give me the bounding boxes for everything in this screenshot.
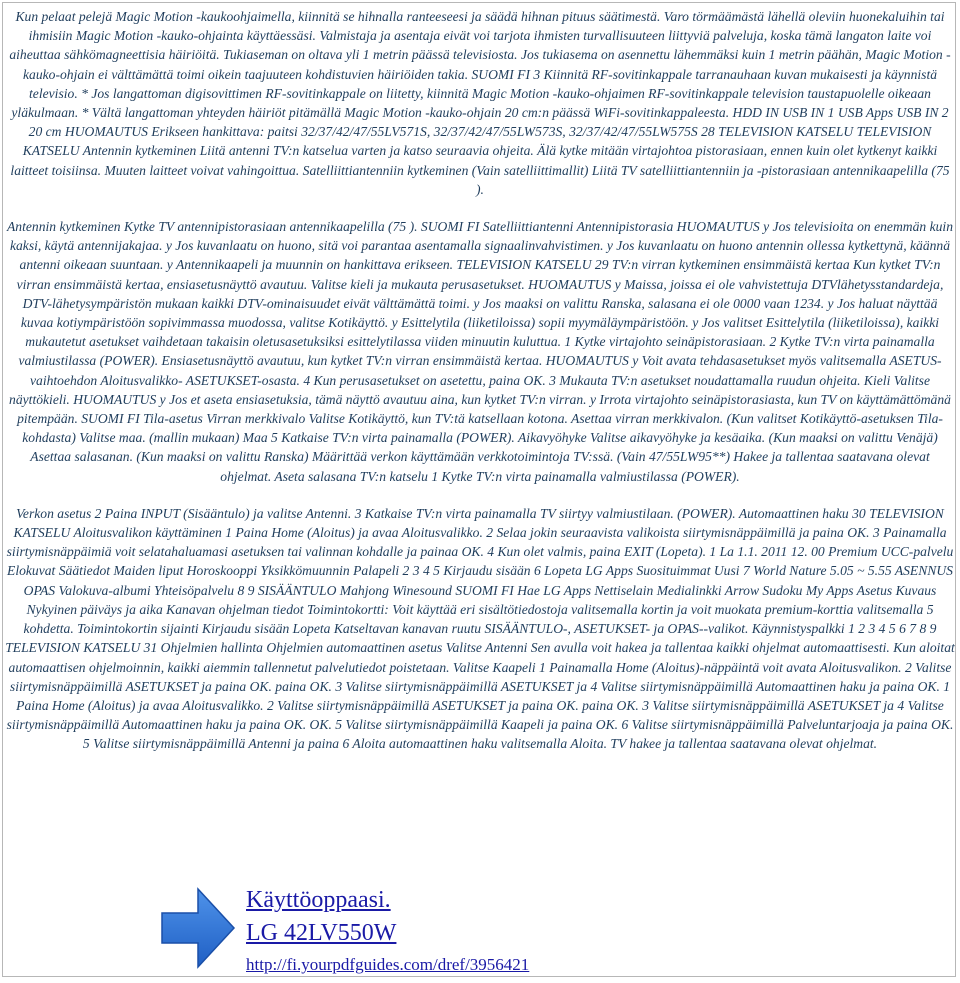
paragraph-1: Kun pelaat pelejä Magic Motion -kaukoohjaimella, kiinnitä se hihnalla ranteeseesi ja säädä hihnan pituus säätimestä. Varo törmäämästä lähellä oleviin huonekaluihin tai ihmisiin Magic Motion -kauko-ohjainta käyttäessäsi. Valmistaja ja asentaja eivät voi tarjota ihmisten turvallisuuteen liittyviä palveluja, koska tämä langaton laite voi aiheuttaa sähkömagneettisia häiriöitä. Tukiaseman on oltava yli 1 metrin päässä televisiosta. Jos tukiasema on asennettu lähemmäksi kuin 1 metrin päähän, Magic Motion -kauko-ohjain ei välttämättä toimi oikein taajuuteen kohdistuvien häiriöiden takia. SUOMI FI 3 Kiinnitä RF-sovitinkappale tarranauhaan kuvan mukaisesti ja käynnistä televisio. * Jos langattoman digisovittimen RF-sovitinkappale on liitetty, kiinnitä Magic Motion -kauko-ohjaimen RF-sovitinkappale television taustapuolelle oikeaan yläkulmaan. * Vältä langattoman yhteyden häiriöt pitämällä Magic Motion -kauko-ohjain 20 cm:n päässä WiFi-sovitinkappaleesta. HDD IN USB IN 1 USB Apps USB IN 2 20 cm HUOMAUTUS Erikseen hankittava: paitsi 32/37/42/47/55LV571S, 32/37/42/47/55LW573S, 32/37/42/47/55LW575S 28 TELEVISION KATSELU TELEVISION KATSELU Antennin kytkeminen Liitä antenni TV:n katselua varten ja katso seuraavia ohjeita. Älä kytke mitään virtajohtoa pistorasiaan, ennen kuin olet kytkenyt kaikki laitteet toisiinsa. Muuten laitteet voivat vahingoittua. Satelliittiantenniin kytkeminen (Vain satelliittimallit) Liitä TV satelliittiantenniin ja -pistorasiaan antennikaapelilla (75 ). <box>9 9 951 197</box>
paragraph-gap <box>3 199 956 217</box>
manual-title-link[interactable]: Käyttöoppaasi. <box>246 887 391 913</box>
paragraph-2: Antennin kytkeminen Kytke TV antennipistorasiaan antennikaapelilla (75 ). SUOMI FI Satelliittiantenni Antennipistorasia HUOMAUTUS y Jos televisioita on enemmän kuin kaksi, käytä antennijakajaa. y Jos kuvanlaatu on huono, sitä voi parantaa asentamalla signaalinvahvistimen. y Jos kuvanlaatu on huono antennin ollessa kytkettynä, käännä antenni oikeaan suuntaan. y Antennikaapeli ja muunnin on hankittava erikseen. TELEVISION KATSELU 29 TV:n virran kytkeminen ensimmäistä kertaa Kun kytket TV:n virran ensimmäistä kertaa, ensiasetusnäyttö avautuu. Valitse kieli ja mukauta perusasetukset. HUOMAUTUS y Maissa, joissa ei ole vahvistettuja DTVlähetysstandardeja, DTV-lähetysympäristön mukaan kaikki DTV-ominaisuudet eivät välttämättä toimi. y Jos maaksi on valittu Ranska, salasana ei ole 0000 vaan 1234. y Jos haluat näyttää kuvaa kotiympäristöön sopivimmassa muodossa, valitse Kotikäyttö. y Esittelytila (liiketiloissa) sopii myymäläympäristöön. y Jos valitset Esittelytila (liiketiloissa), kaikki mukautetut asetukset vaihdetaan takaisin oletusasetuksiksi esittelytilassa viiden minuutin kuluttua. 1 Kytke virtajohto seinäpistorasiaan. 2 Kytke TV:n virta painamalla valmiustilassa (POWER). Ensiasetusnäyttö avautuu, kun kytket TV:n virran ensimmäistä kertaa. HUOMAUTUS y Voit avata tehdasasetukset myös valitsemalla ASETUS-vaihtoehdon Aloitusvalikko- ASETUKSET-osasta. 4 Kun perusasetukset on asetettu, paina OK. 3 Mukauta TV:n asetukset noudattamalla ruudun ohjeita. Kieli Valitse näyttökieli. HUOMAUTUS y Jos et aseta ensiasetuksia, tämä näyttö avautuu aina, kun kytket TV:n virran. y Irrota virtajohto seinäpistorasiasta, kun TV on käyttämättömänä pitempään. SUOMI FI Tila-asetus Virran merkkivalo Valitse Kotikäyttö, kun TV:tä katsellaan kotona. Asettaa virran merkkivalon. (Kun valitset Kotikäyttö-asetuksen Tila-kohdasta) Valitse maa. (mallin mukaan) Maa 5 Katkaise TV:n virta painamalla (POWER). Aikavyöhyke Valitse aikavyöhyke ja kesäaika. (Kun maaksi on valittu Venäjä) Asettaa salasanan. (Kun maaksi on valittu Ranska) Määrittää verkon käyttämään verkkotoimintoja TV:ssä. (Vain 47/55LW95**) Hakee ja tallentaa saatavana olevat ohjelmat. Aseta salasana TV:n katselu 1 Kytke TV:n virta painamalla valmiustilassa (POWER). <box>7 219 953 484</box>
url-link[interactable]: http://fi.yourpdfguides.com/dref/3956421 <box>246 955 530 974</box>
paragraph-3: Verkon asetus 2 Paina INPUT (Sisääntulo) ja valitse Antenni. 3 Katkaise TV:n virta painamalla TV siirtyy valmiustilaan. (POWER). Automaattinen haku 30 TELEVISION KATSELU Aloitusvalikon käyttäminen 1 Paina Home (Aloitus) ja avaa Aloitusvalikko. 2 Selaa jokin seuraavista valikoista siirtymisnäppäimillä ja paina OK. 3 Painamalla siirtymisnäppäimiä voit selatahaluamasi asetuksen tai valinnan kohdalle ja painaa OK. 4 Kun olet valmis, paina EXIT (Lopeta). 1 La 1.1. 2011 12. 00 Premium UCC-palvelu Elokuvat Säätiedot Maiden liput Horoskooppi Yksikkömuunnin Palapeli 2 3 4 5 Kirjaudu sisään 6 Lopeta LG Apps Suosituimmat Uusi 7 World Nature 5.05 ~ 5.55 ASENNUS OPAS Valokuva-albumi Yhteisöpalvelu 8 9 SISÄÄNTULO Mahjong Winesound SUOMI FI Hae LG Apps Nettiselain Medialinkki Arrow Sudoku My Apps Asetus Kuvaus Nykyinen päiväys ja aika Kanavan ohjelman tiedot Toimintokortti: Voit käyttää eri sisältötiedostoja valitsemalla kortin ja voit muokata premium-korttia valitsemalla 5 kohdetta. Toimintokortin sijainti Kirjaudu sisään Lopeta Katseltavan kanavan ruutu SISÄÄNTULO-, ASETUKSET- ja OPAS--valikot. Käynnistyspalkki 1 2 3 4 5 6 7 8 9 TELEVISION KATSELU 31 Ohjelmien hallinta Ohjelmien automaattinen asetus Valitse Antenni Sen avulla voit hakea ja tallentaa kaikki ohjelmat automaattisesti. Kun aloitat automaattisen ohjelmoinnin, kaikki aiemmin tallennetut palvelutiedot poistetaan. Valitse Kaapeli 1 Painamalla Home (Aloitus)-näppäintä voit avata Aloitusvalikon. 2 Valitse siirtymisnäppäimillä ASETUKSET ja paina OK. paina OK. 3 Valitse siirtymisnäppäimillä ASETUKSET ja 4 Valitse siirtymisnäppäimillä Automaattinen haku ja paina OK. 1 Paina Home (Aloitus) ja avaa Aloitusvalikko. 2 Valitse siirtymisnäppäimillä ASETUKSET ja paina OK. paina OK. 3 Valitse siirtymisnäppäimillä ASETUKSET ja 4 Valitse siirtymisnäppäimillä Automaattinen haku ja paina OK. OK. 5 Valitse siirtymisnäppäimillä Kaapeli ja paina OK. 6 Valitse siirtymisnäppäimillä Palveluntarjoaja ja paina OK. 5 Valitse siirtymisnäppäimillä Antenni ja paina 6 Aloita automaattinen haku valitsemalla Aloita. TV hakee ja tallentaa saatavana olevat ohjelmat. <box>5 505 955 752</box>
document-frame <box>2 2 956 977</box>
footer-links <box>246 885 529 975</box>
footer <box>158 883 758 977</box>
arrow-right-icon <box>158 883 238 973</box>
paragraph-gap <box>3 486 956 504</box>
document-body <box>3 7 956 754</box>
model-link[interactable]: LG 42LV550W <box>246 920 397 946</box>
